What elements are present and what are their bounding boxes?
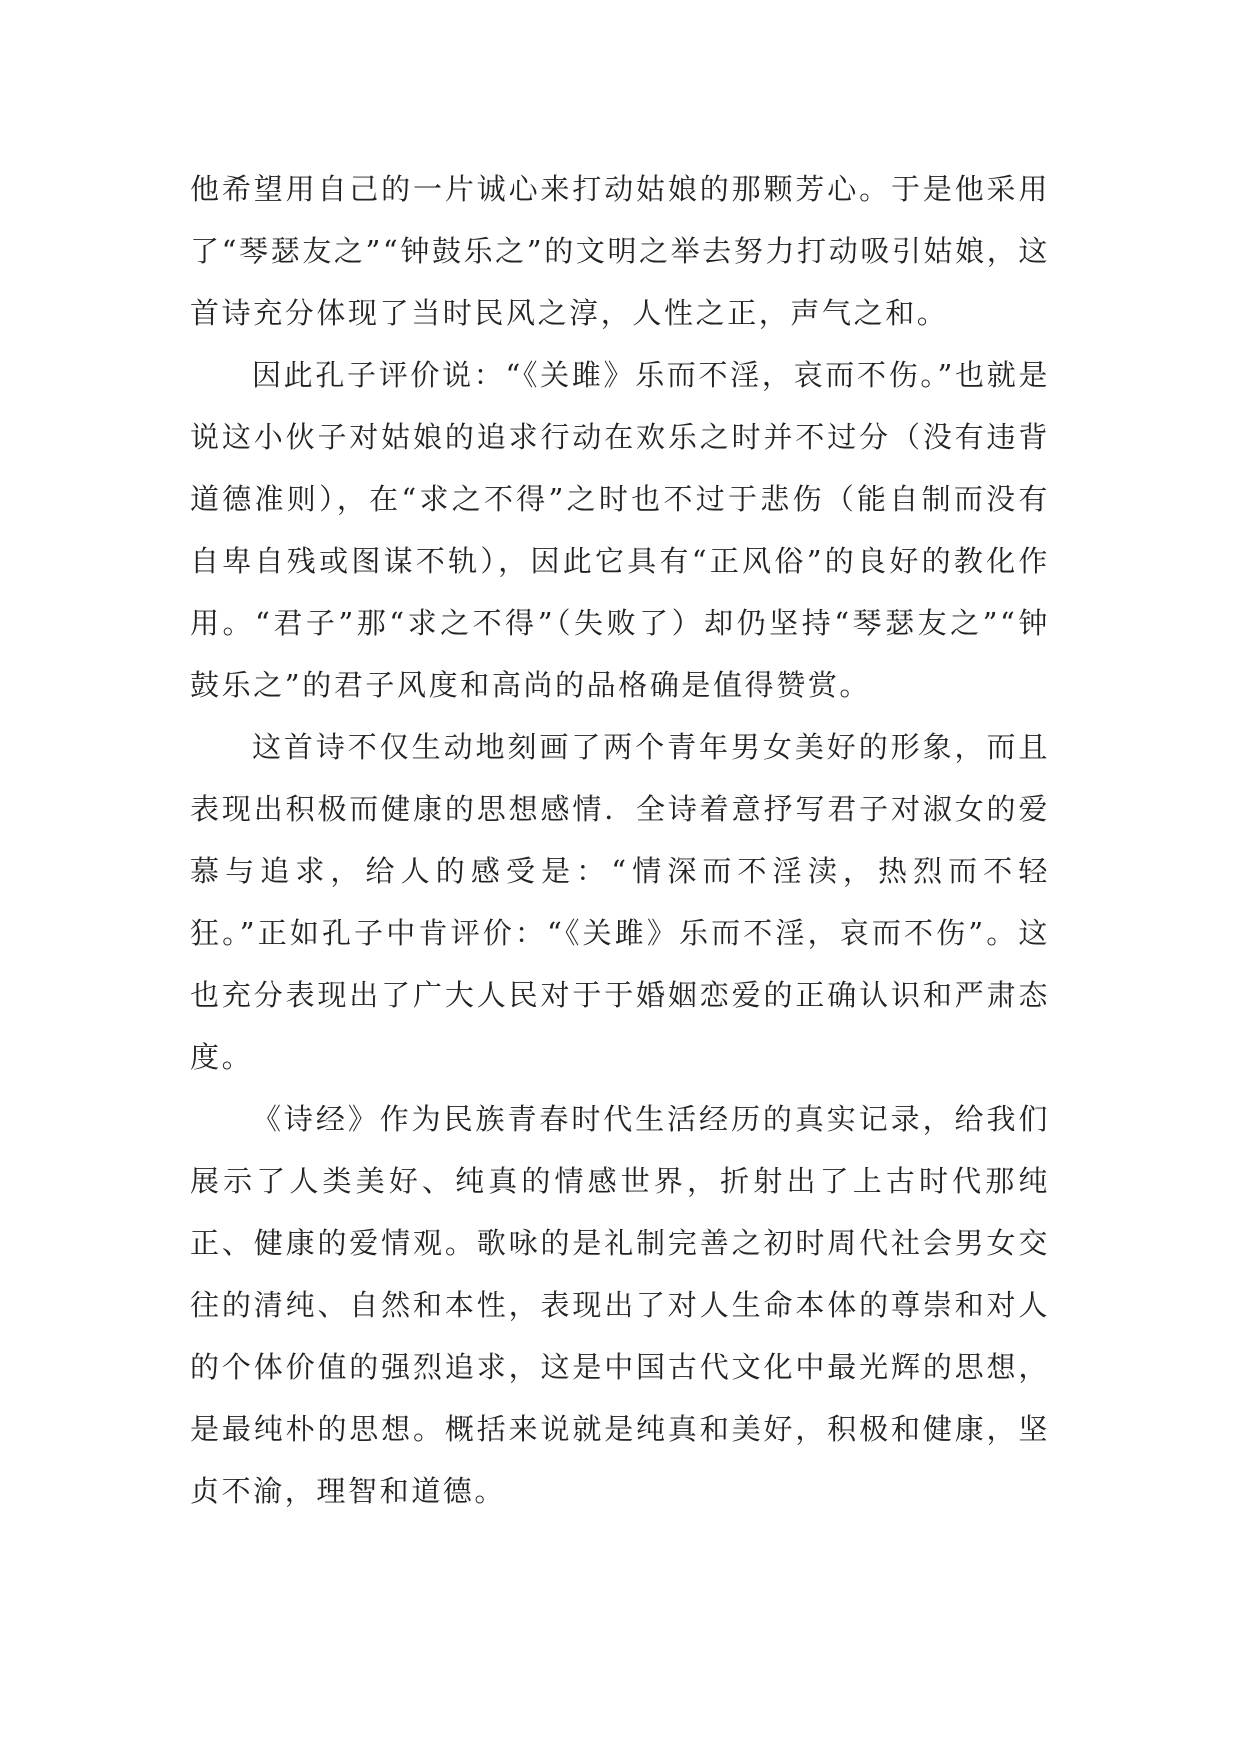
paragraph-poem-analysis: 这首诗不仅生动地刻画了两个青年男女美好的形象，而且表现出积极而健康的思想感情．全诗着意抒写君子对淑女的爱慕与追求，给人的感受是：“情深而不淫渎，热烈而不轻狂。”正如孔子中肯评价：“《关雎》乐而不淫，哀而不伤”。这也充分表现出了广大人民对于于婚姻恋爱的正确认识和严肃态度。 xyxy=(190,730,1050,1074)
document-body xyxy=(190,158,1050,1522)
paragraph-shijing-summary: 《诗经》作为民族青春时代生活经历的真实记录，给我们展示了人类美好、纯真的情感世界，折射出了上古时代那纯正、健康的爱情观。歌咏的是礼制完善之初时周代社会男女交往的清纯、自然和本性，表现出了对人生命本体的尊崇和对人的个体价值的强烈追求，这是中国古代文化中最光辉的思想，是最纯朴的思想。概括来说就是纯真和美好，积极和健康，坚贞不渝，理智和道德。 xyxy=(190,1102,1050,1508)
paragraph-confucius-comment: 因此孔子评价说：“《关雎》乐而不淫，哀而不伤。”也就是说这小伙子对姑娘的追求行动在欢乐之时并不过分（没有违背道德准则），在“求之不得”之时也不过于悲伤（能自制而没有自卑自残或图谋不轨），因此它具有“正风俗”的良好的教化作用。“君子”那“求之不得”（失败了）却仍坚持“琴瑟友之”“钟鼓乐之”的君子风度和高尚的品格确是值得赞赏。 xyxy=(190,358,1050,702)
paragraph-continuation: 他希望用自己的一片诚心来打动姑娘的那颗芳心。于是他采用了“琴瑟友之”“钟鼓乐之”的文明之举去努力打动吸引姑娘，这首诗充分体现了当时民风之淳，人性之正，声气之和。 xyxy=(190,172,1050,330)
